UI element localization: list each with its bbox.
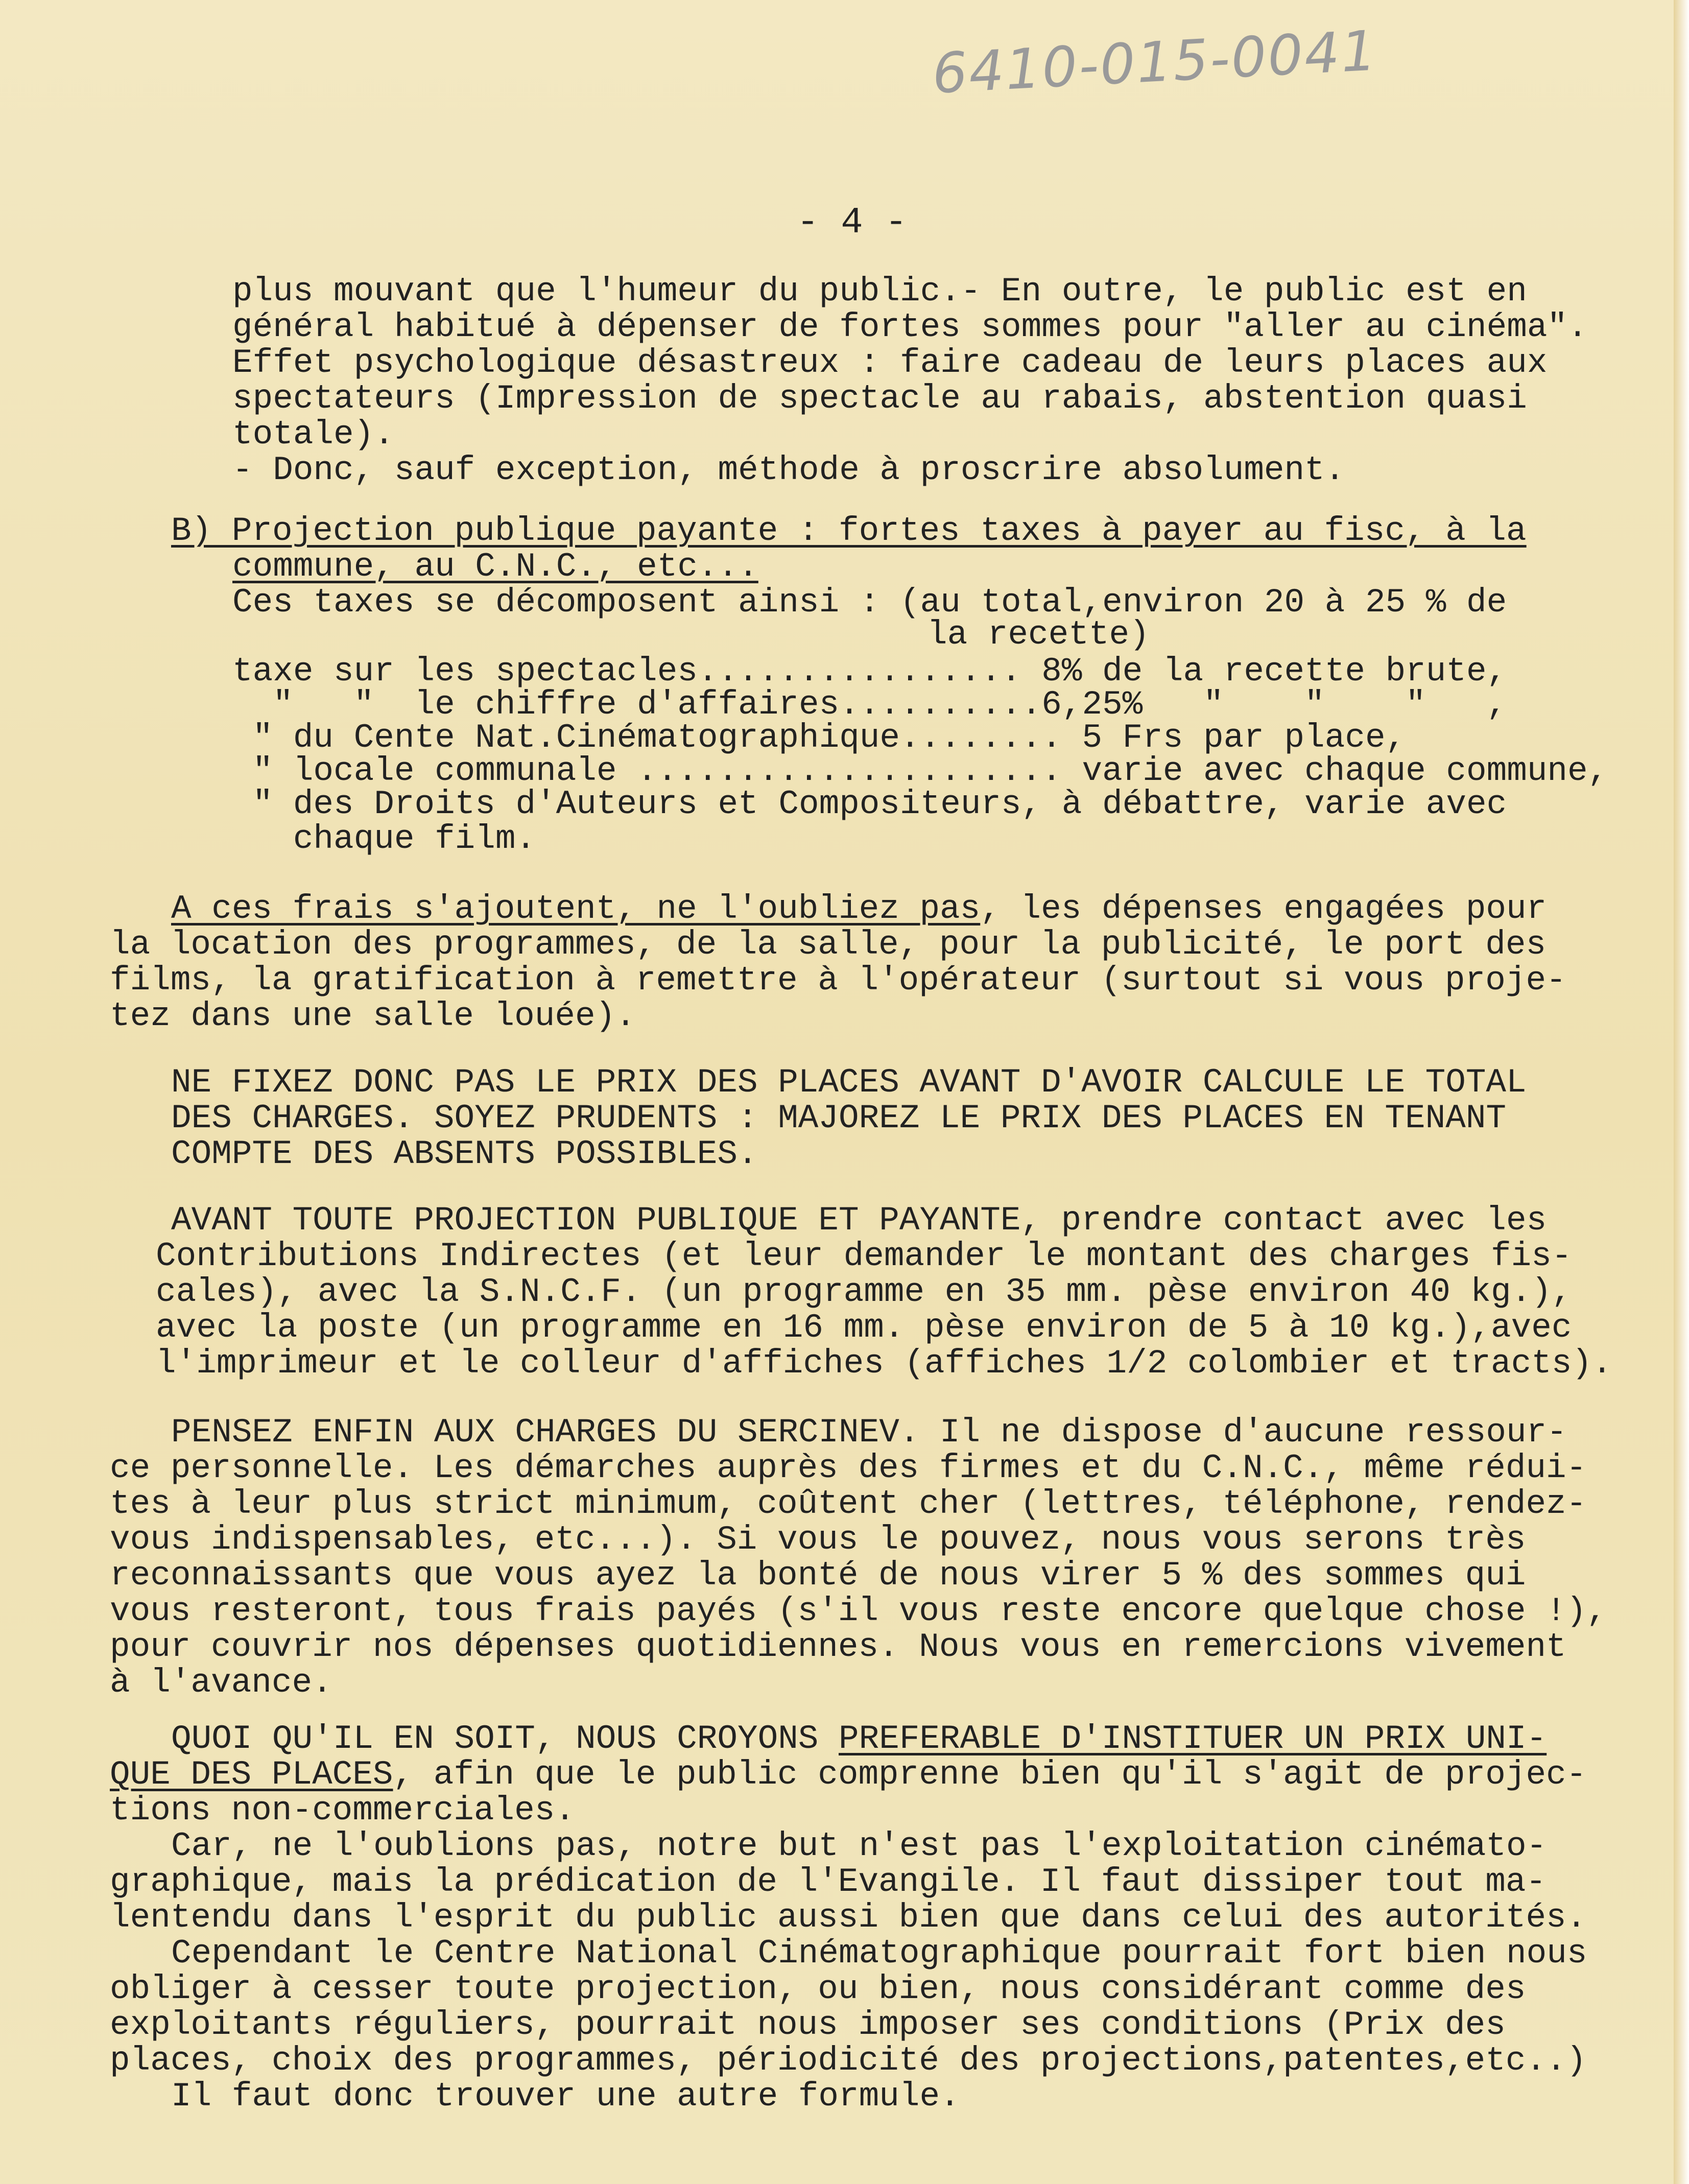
tax-line: " du Cente Nat.Cinématographique........ 5 Frs par place, — [232, 719, 1406, 757]
text-line: films, la gratification à remettre à l'opérateur (surtout si vous proje- — [110, 961, 1566, 1000]
text-line: avec la poste (un programme en 16 mm. pèse environ de 5 à 10 kg.),avec — [156, 1309, 1572, 1347]
text-line: l'imprimeur et le colleur d'affiches (affiches 1/2 colombier et tracts). — [156, 1344, 1612, 1383]
text-line: vous resteront, tous frais payés (s'il vous reste encore quelque chose !), — [110, 1592, 1607, 1630]
text-line — [171, 1721, 1547, 1757]
text-line: Ces taxes se décomposent ainsi : (au total,environ 20 à 25 % de — [232, 583, 1507, 622]
text-line: - Donc, sauf exception, méthode à proscrire absolument. — [232, 451, 1345, 489]
text-line: Contributions Indirectes (et leur demander le montant des charges fis- — [156, 1237, 1572, 1275]
text-line — [110, 1757, 1586, 1793]
underlined-text: QUE DES PLACES — [110, 1755, 393, 1794]
text-line: exploitants réguliers, pourrait nous imposer ses conditions (Prix des — [110, 2006, 1506, 2044]
text-line — [171, 891, 1547, 927]
tax-line: " " le chiffre d'affaires..........6,25% " " " , — [232, 685, 1507, 724]
text-line: général habitué à dépenser de fortes sommes pour "aller au cinéma". — [232, 308, 1588, 346]
text-line: Cependant le Centre National Cinématographique pourrait fort bien nous — [171, 1934, 1587, 1973]
text-line: places, choix des programmes, périodicité des projections,patentes,etc..) — [110, 2041, 1587, 2080]
tax-line: " des Droits d'Auteurs et Compositeurs, à débattre, varie avec — [232, 785, 1507, 823]
text-line: vous indispensables, etc...). Si vous le pouvez, nous vous serons très — [110, 1521, 1526, 1559]
text-line: pour couvrir nos dépenses quotidiennes. Nous vous en remercions vivement — [110, 1628, 1566, 1666]
text-line: la location des programmes, de la salle, pour la publicité, le port des — [110, 925, 1547, 964]
text-line: spectateurs (Impression de spectacle au rabais, abstention quasi — [232, 379, 1527, 418]
section-heading: B) Projection publique payante : fortes taxes à payer au fisc, à la — [171, 512, 1527, 550]
underlined-text: A ces frais s'ajoutent, ne l'oubliez pas — [171, 890, 981, 928]
text-line: graphique, mais la prédication de l'Evangile. Il faut dissiper tout ma- — [110, 1863, 1547, 1901]
text-line: tes à leur plus strict minimum, coûtent cher (lettres, téléphone, rendez- — [110, 1485, 1587, 1523]
text-line: tez dans une salle louée). — [110, 997, 636, 1035]
tax-line: taxe sur les spectacles................ 8% de la recette brute, — [232, 652, 1507, 691]
warning-line: NE FIXEZ DONC PAS LE PRIX DES PLACES AVANT D'AVOIR CALCULE LE TOTAL — [171, 1063, 1527, 1102]
text-line: à l'avance. — [110, 1664, 332, 1702]
tax-line: " locale communale ..................... varie avec chaque commune, — [232, 752, 1608, 790]
text-line: PENSEZ ENFIN AUX CHARGES DU SERCINEV. Il ne dispose d'aucune ressour- — [171, 1413, 1567, 1452]
text-line: AVANT TOUTE PROJECTION PUBLIQUE ET PAYANTE, prendre contact avec les — [171, 1201, 1547, 1240]
text-line: plus mouvant que l'humeur du public.- En outre, le public est en — [232, 272, 1527, 311]
text-line: tions non-commerciales. — [110, 1791, 575, 1830]
text-span: , afin que le public comprenne bien qu'il s'agit de projec- — [393, 1755, 1587, 1794]
text-line: la recette) — [927, 615, 1150, 654]
text-line: obliger à cesser toute projection, ou bien, nous considérant comme des — [110, 1970, 1526, 2008]
text-line: Effet psychologique désastreux : faire cadeau de leurs places aux — [232, 344, 1548, 382]
archive-number: 6410-015-0041 — [931, 19, 1379, 106]
underlined-text: PREFERABLE D'INSTITUER UN PRIX UNI- — [839, 1720, 1547, 1758]
text-line: Il faut donc trouver une autre formule. — [171, 2077, 960, 2116]
text-line: Car, ne l'oublions pas, notre but n'est pas l'exploitation cinémato- — [171, 1827, 1547, 1865]
text-span: , les dépenses engagées pour — [980, 890, 1547, 928]
tax-line: chaque film. — [232, 820, 536, 858]
section-heading: commune, au C.N.C., etc... — [232, 548, 758, 586]
text-line: lentendu dans l'esprit du public aussi bien que dans celui des autorités. — [110, 1898, 1587, 1937]
text-line: ce personnelle. Les démarches auprès des firmes et du C.N.C., même rédui- — [110, 1449, 1587, 1487]
warning-line: COMPTE DES ABSENTS POSSIBLES. — [171, 1135, 758, 1173]
text-span: QUOI QU'IL EN SOIT, NOUS CROYONS — [171, 1720, 839, 1758]
text-line: cales), avec la S.N.C.F. (un programme en 35 mm. pèse environ 40 kg.), — [156, 1273, 1572, 1311]
page-number: - 4 - — [797, 202, 908, 244]
warning-line: DES CHARGES. SOYEZ PRUDENTS : MAJOREZ LE PRIX DES PLACES EN TENANT — [171, 1099, 1507, 1137]
text-line: reconnaissants que vous ayez la bonté de nous virer 5 % des sommes qui — [110, 1556, 1526, 1595]
text-line: totale). — [232, 415, 394, 454]
paper-edge — [1674, 0, 1689, 2184]
